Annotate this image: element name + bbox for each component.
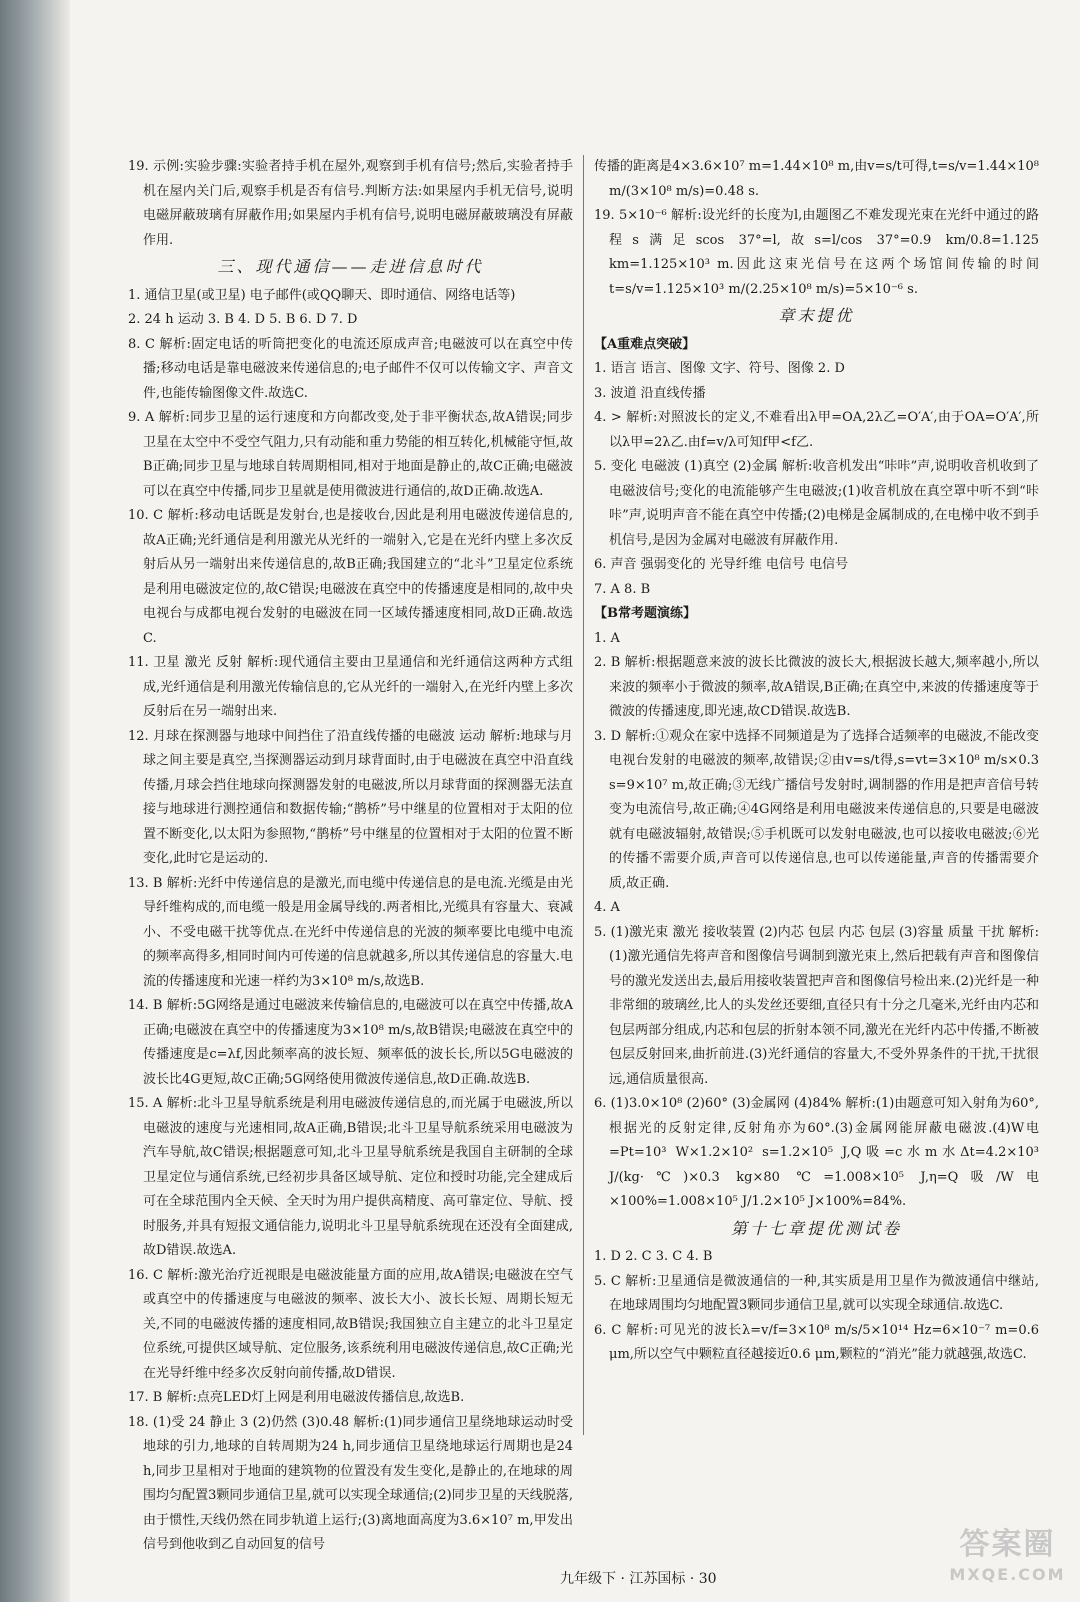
answer-item: 1. 语言 语言、图像 文字、符号、图像 2. D [594,361,845,376]
answer-item: 5. (1)激光束 激光 接收装置 (2)内芯 包层 内芯 包层 (3)容量 质量 干扰 解析:(1)激光通信先将声音和图像信号调制到激光束上,然后把载有声音和图像信号的激光发送出去,最后用接收装置把声音和图像信号检出来.(2)光纤是一种非常细的玻璃丝,比人的头发丝还要细,直径只有十分之几毫米,光纤由内芯和包层两部分组成,内芯和包层的折射本领不同,激光在光纤内芯中传播,不断被包层反射回来,曲折前进.(3)光纤通信的容量大,不受外界条件的干扰,干扰很远,通信质量很高. [594,924,1039,1087]
answer-item: 2. B 解析:根据题意来波的波长比微波的波长大,根据波长越大,频率越小,所以来波的频率小于微波的频率,故A错误,B正确;在真空中,来波的传播速度等于微波的传播速度,即光速,故CD错误.故选B. [594,655,1039,719]
right-column [594,155,1039,1368]
answer-item: 3. 波道 沿直线传播 [594,385,706,401]
answer-item: 6. 声音 强弱变化的 光导纤维 电信号 电信号 [594,557,849,572]
watermark-logo [945,1525,1070,1595]
answer-item: 3. D 解析:①观众在家中选择不同频道是为了选择合适频率的电磁波,不能改变电视台发射的电磁波的频率,故错误;②由v=s/t得,s=vt=3×10⁸ m/s×0.3 s=9×10⁷ m,故正确;③无线广播信号发射时,调制器的作用是把声音信号转变为电流信号,故正确;④4G网络是利用电磁波来传递信息的,只要是电磁波就有电磁波辐射,故错误;⑤手机既可以发射电磁波,也可以接收电磁波;⑥光的传播不需要介质,声音可以传递信息,也可以传递能量,声音的传播需要介质,故正确. [594,728,1039,891]
watermark-url: MXQE.COM [949,1565,1066,1584]
answer-item: 15. A 解析:北斗卫星导航系统是利用电磁波传递信息的,而光属于电磁波,所以电磁波的速度与光速相同,故A正确,B错误;北斗卫星导航系统采用电磁波为汽车导航,故C错误;根据题意可知,北斗卫星导航系统是我国自主研制的全球卫星定位与通信系统,已经初步具备区域导航、定位和授时功能,完全建成后可在全球范围内全天候、全天时为用户提供高精度、高可靠定位、导航、授时服务,并具有短报文通信能力,说明北斗卫星导航系统现在还没有全面建成,故D错误.故选A. [128,1096,573,1258]
answer-item: 1. A [594,630,620,646]
section-heading: 第十七章提优测试卷 [730,1218,902,1238]
answer-item: 4. > 解析:对照波长的定义,不难看出λ甲=OA,2λ乙=O′A′,由于OA=O′A′,所以λ甲=2λ乙.由f=v/λ可知f甲<f乙. [594,410,1039,450]
column-divider [583,155,584,1435]
answer-item: 16. C 解析:激光治疗近视眼是电磁波能量方面的应用,故A错误;电磁波在空气或真空中的传播速度与电磁波的频率、波长大小、波长长短、周期长短无关,不同的电磁波传播的速度相同,故B错误;我国独立自主建立的北斗卫星定位系统,可提供区域导航、定位服务,该系统利用电磁波传递信息,故C正确;光在光导纤维中经多次反射向前传播,故D错误. [128,1267,573,1381]
answer-item: 19. 示例:实验步骤:实验者持手机在屋外,观察到手机有信号;然后,实验者持手机在屋内关门后,观察手机是否有信号.判断方法:如果屋内手机无信号,说明电磁屏蔽玻璃有屏蔽作用;如果屋内手机有信号,说明电磁屏蔽玻璃没有屏蔽作用. [128,159,573,248]
subsection-heading: 【B常考题演练】 [594,606,696,621]
answer-item: 5. C 解析:卫星通信是微波通信的一种,其实质是用卫星作为微波通信中继站,在地球周围均匀地配置3颗同步通信卫星,就可以实现全球通信.故选C. [594,1273,1039,1313]
page-footer: 九年级下 · 江苏国标 · 30 [560,1571,717,1587]
book-binding-shadow [0,0,70,1602]
left-column [128,155,573,1558]
answer-item: 1. 通信卫星(或卫星) 电子邮件(或QQ聊天、即时通信、网络电话等) [128,287,516,303]
answer-item: 17. B 解析:点亮LED灯上网是利用电磁波传播信息,故选B. [128,1390,465,1405]
answer-item: 9. A 解析:同步卫星的运行速度和方向都改变,处于非平衡状态,故A错误;同步卫星在太空中不受空气阻力,只有动能和重力势能的相互转化,机械能守恒,故B正确;同步卫星与地球自转周期相同,相对于地面是静止的,故C正确;电磁波可以在真空中传播,同步卫星就是使用微波进行通信的,故D正确.故选A. [128,410,573,499]
answer-item: 14. B 解析:5G网络是通过电磁波来传输信息的,电磁波可以在真空中传播,故A正确;电磁波在真空中的传播速度为3×10⁸ m/s,故B错误;电磁波在真空中的传播速度是c=λf,因此频率高的波长短、频率低的波长长,所以5G电磁波的波长比4G更短,故C正确;5G网络使用微波传递信息,故D正确.故选B. [128,998,573,1087]
answer-item: 10. C 解析:移动电话既是发射台,也是接收台,因此是利用电磁波传递信息的,故A正确;光纤通信是利用激光从光纤的一端射入,它是在光纤内壁上多次反射后从另一端射出来传递信息的,故B正确;我国建立的“北斗”卫星定位系统是利用电磁波定位的,故C错误;电磁波在真空中的传播速度是相同的,故中央电视台与成都电视台发射的电磁波在同一区域传播速度相同,故D正确.故选C. [128,508,573,646]
answer-page [128,155,1053,1595]
answer-item: 11. 卫星 激光 反射 解析:现代通信主要由卫星通信和光纤通信这两种方式组成,光纤通信是利用激光传输信息的,它从光纤的一端射入,在光纤内壁上多次反射后在另一端射出来. [128,655,573,719]
answer-item: 5. 变化 电磁波 (1)真空 (2)金属 解析:收音机发出“咔咔”声,说明收音机收到了电磁波信号;变化的电流能够产生电磁波;(1)收音机放在真空罩中听不到“咔咔”声,说明声音不能在真空中传播;(2)电梯是金属制成的,在电梯中收不到手机信号,是因为金属对电磁波有屏蔽作用. [594,459,1039,548]
section-heading: 三、现代通信——走进信息时代 [217,257,484,276]
answer-item: 12. 月球在探测器与地球中间挡住了沿直线传播的电磁波 运动 解析:地球与月球之间主要是真空,当探测器运动到月球背面时,由于电磁波在真空中沿直线传播,月球会挡住地球向探测器发射的电磁波,所以月球背面的探测器无法直接与地球进行测控通信和数据传输;“鹊桥”号中继星的位置相对于太阳的位置不断变化,以太阳为参照物,“鹊桥”号中继星的位置相对于太阳的位置不断变化,此时它是运动的. [128,728,573,866]
answer-item: 13. B 解析:光纤中传递信息的是激光,而电缆中传递信息的是电流.光缆是由光导纤维构成的,而电缆一般是用金属导线的.两者相比,光缆具有容量大、衰减小、不受电磁干扰等优点.在光纤中传递信息的光波的频率要比电缆中电流的频率高得多,相同时间内可传递的信息就越多,所以其传递信息的容量大.电流的传播速度和光速一样约为3×10⁸ m/s,故选B. [128,875,573,989]
answer-item: 6. (1)3.0×10⁸ (2)60° (3)金属网 (4)84% 解析:(1)由题意可知入射角为60°,根据光的反射定律,反射角亦为60°.(3)金属网能屏蔽电磁波.(4)W电=Pt=10³ W×1.2×10² s=1.2×10⁵ J,Q吸=c水m水Δt=4.2×10³ J/(kg·℃)×0.3 kg×80 ℃=1.008×10⁵ J,η=Q吸/W电×100%=1.008×10⁵ J/1.2×10⁵ J×100%=84%. [594,1096,1039,1209]
answer-item: 4. A [594,900,620,915]
answer-item: 传播的距离是4×3.6×10⁷ m=1.44×10⁸ m,由v=s/t可得,t=s/v=1.44×10⁸ m/(3×10⁸ m/s)=0.48 s. [594,159,1039,199]
answer-item: 19. 5×10⁻⁶ 解析:设光纤的长度为l,由题图乙不难发现光束在光纤中通过的路程s满足scos 37°=l,故s=l/cos 37°=0.9 km/0.8=1.125 km=1.125×10³ m.因此这束光信号在这两个场馆间传输的时间t=s/v=1.125×10³ m/(2.25×10⁸ m/s)=5×10⁻⁶ s. [594,208,1039,297]
answer-item: 6. C 解析:可见光的波长λ=v/f=3×10⁸ m/s/5×10¹⁴ Hz=6×10⁻⁷ m=0.6 μm,所以空气中颗粒直径越接近0.6 μm,颗粒的“消光”能力就越强,故选C. [594,1322,1039,1362]
answer-item: 1. D 2. C 3. C 4. B [594,1249,713,1264]
watermark-title: 答案圈 [959,1527,1056,1562]
subsection-heading: 【A重难点突破】 [594,336,696,352]
answer-item: 7. A 8. B [594,581,651,597]
section-heading: 章末提优 [778,306,855,325]
answer-item: 8. C 解析:固定电话的听筒把变化的电流还原成声音;电磁波可以在真空中传播;移动电话是靠电磁波来传递信息的;电子邮件不仅可以传输文字、声音文件,也能传输图像文件.故选C. [128,336,573,401]
answer-item: 2. 24 h 运动 3. B 4. D 5. B 6. D 7. D [128,312,358,327]
answer-item: 18. (1)受 24 静止 3 (2)仍然 (3)0.48 解析:(1)同步通信卫星绕地球运动时受地球的引力,地球的自转周期为24 h,同步通信卫星绕地球运行周期也是24 h,同步卫星相对于地面的建筑物的位置没有发生变化,是静止的,在地球的周围均匀配置3颗同步通信卫星,就可以实现全球通信;(2)同步卫星的天线脱落,由于惯性,天线仍然在同步轨道上运行;(3)离地面高度为3.6×10⁷ m,甲发出信号到他收到乙自动回复的信号 [128,1414,573,1552]
